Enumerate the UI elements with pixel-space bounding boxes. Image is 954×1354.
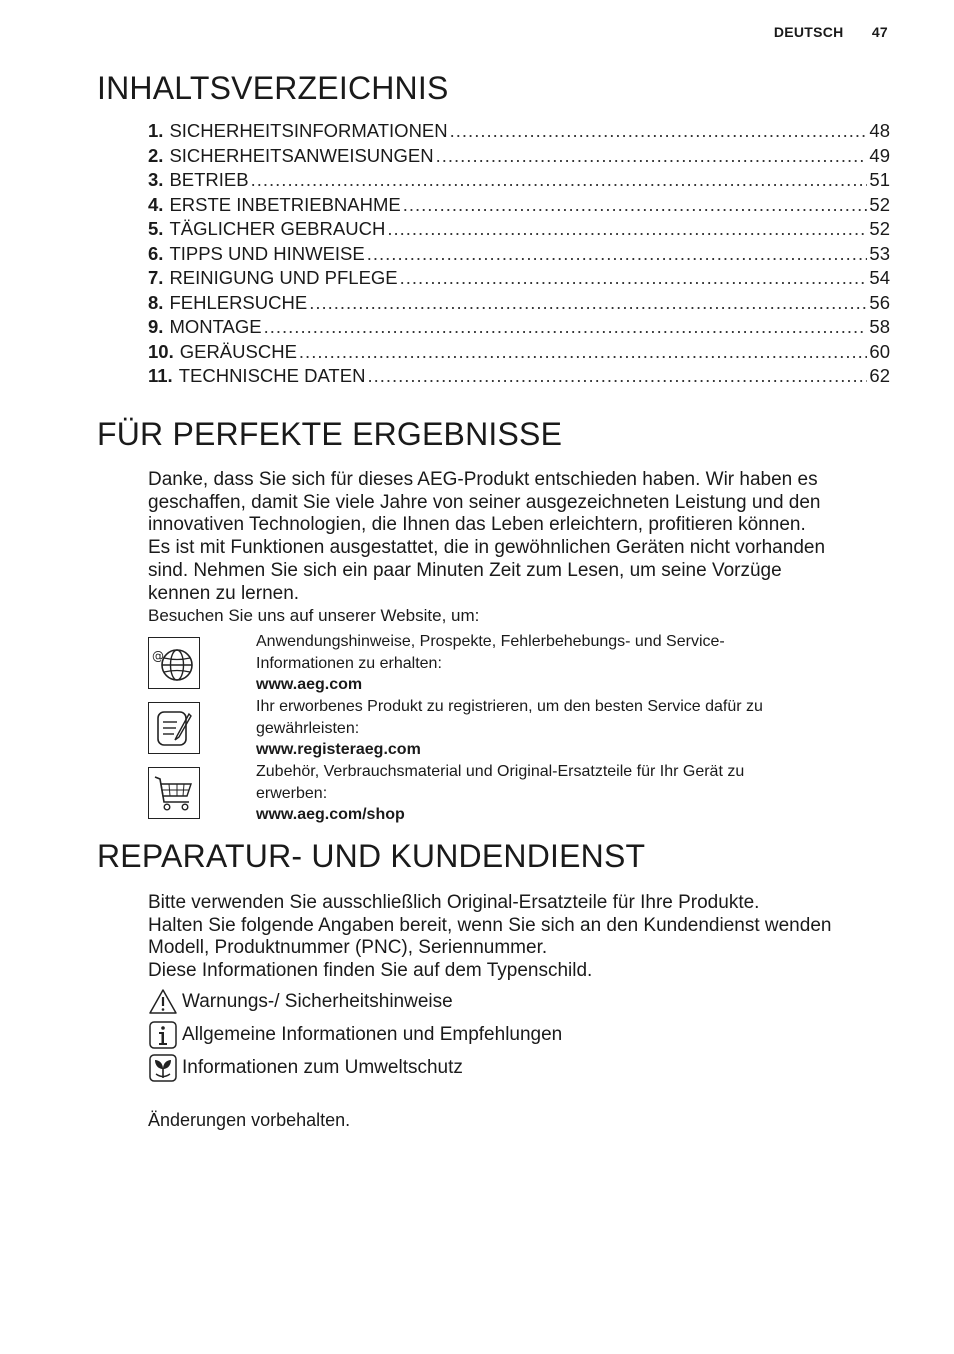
toc-page: 48 xyxy=(869,120,890,141)
page-number: 47 xyxy=(871,24,888,40)
toc-page: 52 xyxy=(869,193,890,215)
desc-line: Anwendungshinweise, Prospekte, Fehlerbehebungs- und Service- xyxy=(256,633,725,650)
toc-label: TÄGLICHER GEBRAUCH xyxy=(169,218,386,239)
toc-number: 8. xyxy=(148,291,164,313)
toc-label: SICHERHEITSINFORMATIONEN xyxy=(169,120,448,141)
toc-entry[interactable] xyxy=(148,243,890,268)
toc-label: BETRIEB xyxy=(169,169,249,190)
service-title: REPARATUR- UND KUNDENDIENST xyxy=(97,838,646,874)
toc-label: TIPPS UND HINWEISE xyxy=(169,242,365,264)
toc-number: 11. xyxy=(148,365,173,386)
toc-entry[interactable] xyxy=(148,267,890,292)
toc-page: 62 xyxy=(869,365,890,386)
toc-page: 60 xyxy=(869,340,890,362)
toc-leader xyxy=(299,341,868,363)
toc-page: 52 xyxy=(869,218,890,239)
globe-at-icon xyxy=(148,637,200,689)
toc-page: 58 xyxy=(869,316,890,337)
toc-leader xyxy=(387,218,867,240)
toc-number: 5. xyxy=(148,218,164,239)
toc-number: 3. xyxy=(148,169,164,190)
toc-leader xyxy=(264,316,868,338)
service-line: Halten Sie folgende Angaben bereit, wenn Sie sich an den Kundendienst wenden xyxy=(148,914,832,936)
notepad-pen-icon xyxy=(148,702,200,754)
toc-leader xyxy=(403,194,868,216)
toc-page: 53 xyxy=(869,242,890,264)
toc-entry[interactable] xyxy=(148,169,890,194)
environment-leaf-icon xyxy=(148,1053,178,1083)
intro-line: Es ist mit Funktionen ausgestattet, die in gewöhnlichen Geräten nicht vorhanden xyxy=(148,537,826,559)
toc-entry[interactable] xyxy=(148,341,890,366)
toc-number: 10. xyxy=(148,340,174,362)
toc-entry[interactable] xyxy=(148,365,890,390)
desc-line: gewährleisten: xyxy=(256,719,360,737)
results-title: FÜR PERFEKTE ERGEBNISSE xyxy=(97,416,563,452)
link-description xyxy=(256,761,856,826)
toc-number: 9. xyxy=(148,316,164,337)
toc-page: 56 xyxy=(869,291,890,313)
register-website-link[interactable]: www.registeraeg.com xyxy=(256,741,421,758)
toc-number: 2. xyxy=(148,144,164,166)
toc-leader xyxy=(436,145,868,167)
toc-label: TECHNISCHE DATEN xyxy=(178,365,366,386)
toc-leader xyxy=(251,169,868,191)
toc-number: 6. xyxy=(148,242,164,264)
intro-line: Danke, dass Sie sich für dieses AEG-Produkt entschieden haben. Wir haben es xyxy=(148,469,818,490)
symbol-label: Allgemeine Informationen und Empfehlungen xyxy=(182,1024,563,1045)
toc-leader xyxy=(309,292,867,314)
intro-line: kennen zu lernen. xyxy=(148,582,300,604)
toc-title: INHALTSVERZEICHNIS xyxy=(97,70,449,106)
shopping-cart-icon xyxy=(148,767,200,819)
symbol-label: Warnungs-/ Sicherheitshinweise xyxy=(182,991,453,1012)
toc-leader xyxy=(367,243,868,265)
service-line: Bitte verwenden Sie ausschließlich Original-Ersatzteile für Ihre Produkte. xyxy=(148,892,760,913)
toc-label: SICHERHEITSANWEISUNGEN xyxy=(169,144,434,166)
toc-label: ERSTE INBETRIEBNAHME xyxy=(169,193,401,215)
intro-line: sind. Nehmen Sie sich ein paar Minuten Zeit zum Lesen, um seine Vorzüge xyxy=(148,559,782,581)
service-line: Modell, Produktnummer (PNC), Seriennummer. xyxy=(148,937,548,959)
desc-line: Ihr erworbenes Produkt zu registrieren, um den besten Service dafür zu xyxy=(256,698,763,715)
table-of-contents xyxy=(148,120,890,390)
desc-line: Informationen zu erhalten: xyxy=(256,654,442,672)
service-line: Diese Informationen finden Sie auf dem Typenschild. xyxy=(148,960,593,982)
toc-leader xyxy=(367,365,867,387)
desc-line: erwerben: xyxy=(256,784,328,802)
results-intro xyxy=(148,469,898,605)
link-description xyxy=(256,696,856,761)
symbol-info xyxy=(148,1020,562,1050)
toc-label: GERÄUSCHE xyxy=(179,340,297,362)
aeg-website-link[interactable]: www.aeg.com xyxy=(256,676,363,693)
toc-number: 7. xyxy=(148,267,164,288)
footer-note: Änderungen vorbehalten. xyxy=(148,1110,351,1130)
toc-entry[interactable] xyxy=(148,120,890,145)
service-text xyxy=(148,892,898,983)
toc-leader xyxy=(450,120,868,142)
toc-entry[interactable] xyxy=(148,292,890,317)
info-icon xyxy=(148,1020,178,1050)
warning-triangle-icon xyxy=(148,987,178,1017)
toc-entry[interactable] xyxy=(148,194,890,219)
toc-page: 51 xyxy=(869,169,890,190)
link-item-shop xyxy=(148,763,890,829)
page-header xyxy=(774,24,888,40)
toc-label: FEHLERSUCHE xyxy=(169,291,308,313)
visit-text: Besuchen Sie uns auf unserer Website, um: xyxy=(148,606,480,625)
symbol-label: Informationen zum Umweltschutz xyxy=(182,1057,463,1078)
link-description xyxy=(256,631,856,696)
symbol-warning xyxy=(148,987,453,1017)
link-item-info xyxy=(148,633,890,699)
toc-label: REINIGUNG UND PFLEGE xyxy=(169,267,398,288)
toc-number: 4. xyxy=(148,193,164,215)
svg-text:@: @ xyxy=(152,649,164,663)
language-label: DEUTSCH xyxy=(773,24,844,40)
toc-label: MONTAGE xyxy=(169,316,262,337)
symbol-environment xyxy=(148,1053,463,1083)
link-item-register xyxy=(148,698,890,764)
toc-entry[interactable] xyxy=(148,145,890,170)
toc-entry[interactable] xyxy=(148,218,890,243)
intro-line: geschaffen, damit Sie viele Jahre von seiner ausgezeichneten Leistung und den xyxy=(148,491,821,513)
toc-leader xyxy=(400,267,868,289)
toc-page: 54 xyxy=(869,267,890,288)
toc-number: 1. xyxy=(148,120,164,141)
shop-website-link[interactable]: www.aeg.com/shop xyxy=(256,806,405,823)
toc-entry[interactable] xyxy=(148,316,890,341)
desc-line: Zubehör, Verbrauchsmaterial und Original-Ersatzteile für Ihr Gerät zu xyxy=(256,763,745,780)
intro-line: innovativen Technologien, die Ihnen das Leben erleichtern, profitieren können. xyxy=(148,514,806,536)
toc-page: 49 xyxy=(869,144,890,166)
